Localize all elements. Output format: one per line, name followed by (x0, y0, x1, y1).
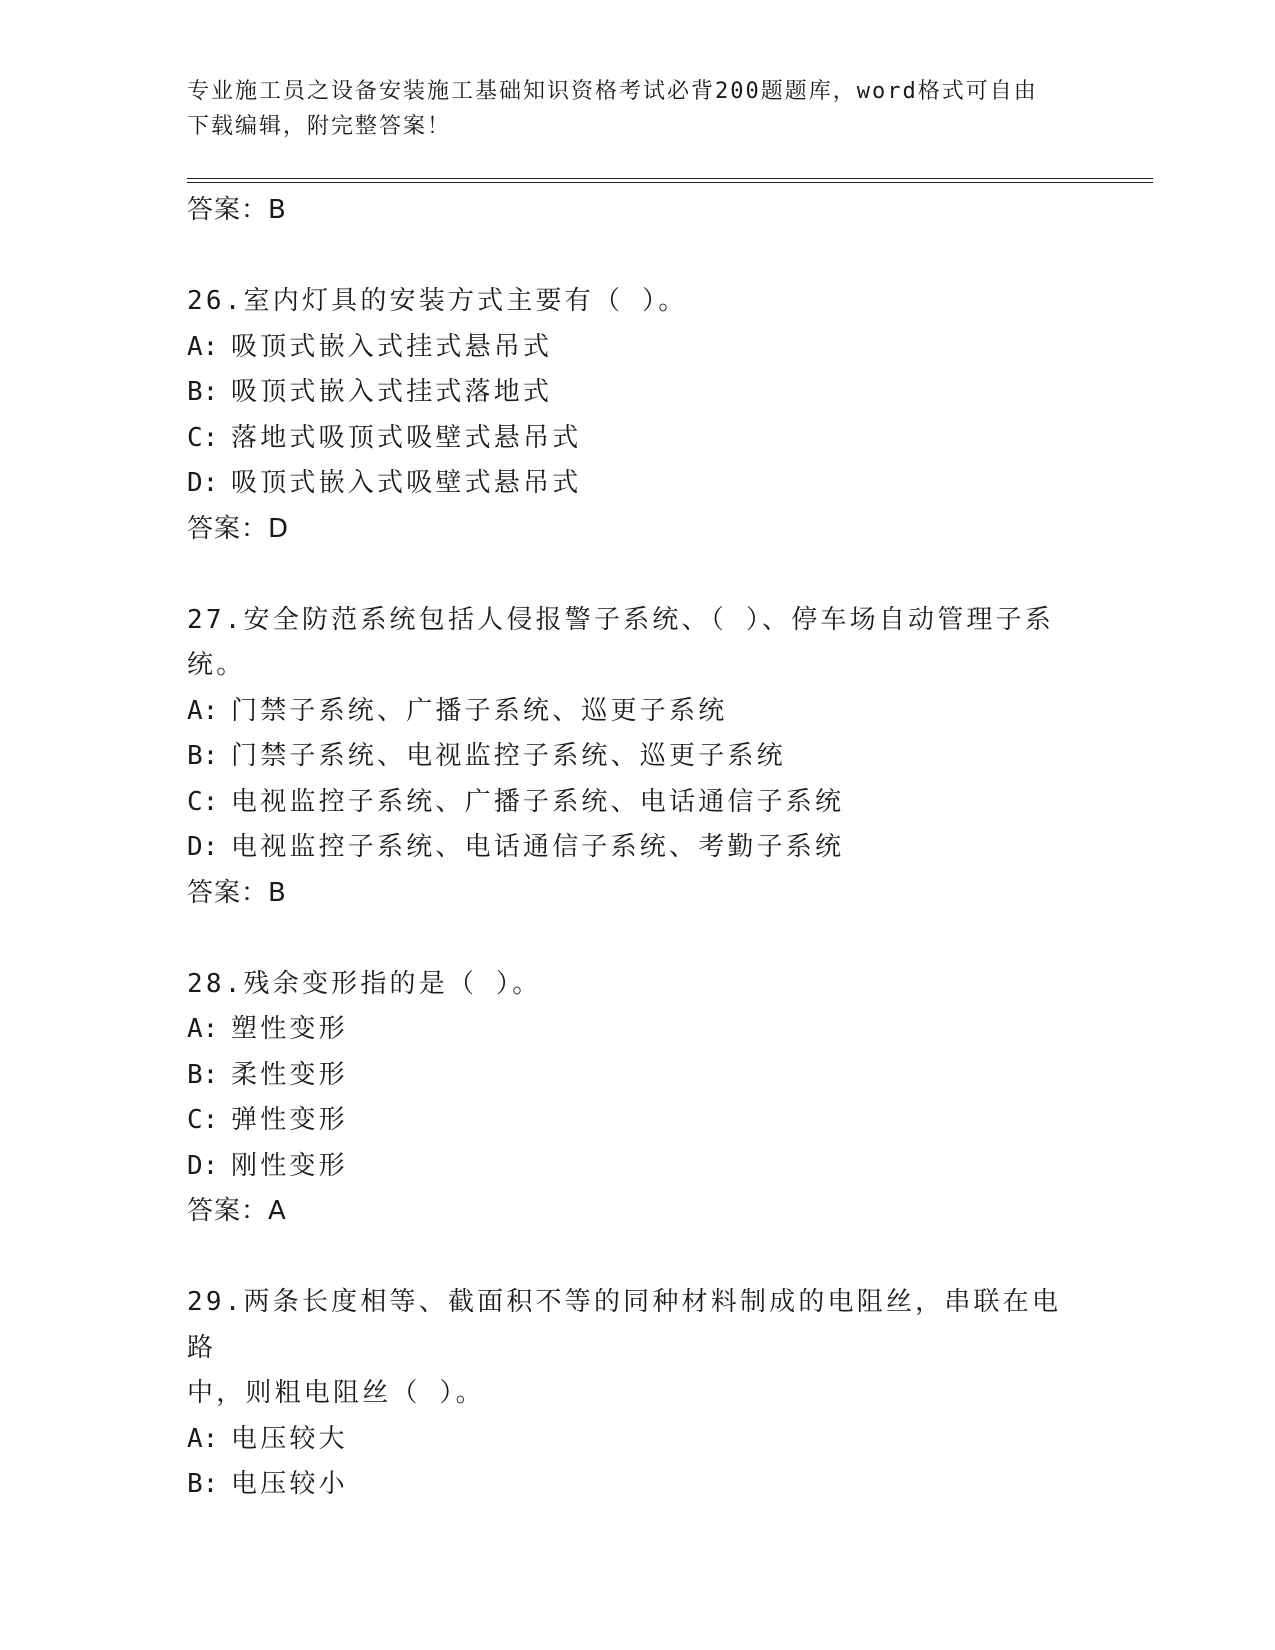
header-line-2: 下载编辑，附完整答案！ (187, 114, 452, 139)
option-text: 塑性变形 (231, 1014, 348, 1044)
option-letter: B: (187, 1059, 219, 1090)
option-text: 门禁子系统、电视监控子系统、巡更子系统 (231, 741, 786, 771)
header-line-1: 专业施工员之设备安装施工基础知识资格考试必背200题题库，word格式可自由 (187, 79, 1038, 104)
option-letter: A: (187, 1423, 219, 1454)
option-text: 吸顶式嵌入式吸壁式悬吊式 (231, 468, 582, 498)
option-text: 吸顶式嵌入式挂式悬吊式 (231, 331, 553, 362)
option-d (187, 825, 1087, 871)
option-letter: C: (187, 786, 219, 817)
option-c (187, 416, 1087, 462)
option-c (187, 1098, 1087, 1144)
option-letter: B: (187, 741, 219, 771)
spacer (187, 552, 1087, 598)
option-a (187, 1417, 1087, 1463)
answer-line: 答案：B (187, 877, 287, 908)
option-text: 门禁子系统、广播子系统、巡更子系统 (231, 695, 728, 726)
option-text: 刚性变形 (231, 1150, 348, 1181)
question-28 (187, 962, 1087, 1235)
option-b (187, 734, 1087, 780)
option-b (187, 370, 1087, 416)
spacer (187, 916, 1087, 962)
question-text: 26.室内灯具的安装方式主要有（ ）。 (187, 286, 688, 316)
option-letter: A: (187, 695, 219, 726)
option-b (187, 1462, 1087, 1508)
option-d (187, 461, 1087, 507)
question-text: 28.残余变形指的是（ ）。 (187, 968, 542, 999)
answer-line: 答案：A (187, 1196, 287, 1226)
spacer (187, 233, 1087, 279)
option-a (187, 1007, 1087, 1053)
option-letter: C: (187, 422, 219, 453)
option-text: 吸顶式嵌入式挂式落地式 (231, 377, 553, 407)
option-text: 电视监控子系统、广播子系统、电话通信子系统 (231, 786, 845, 817)
option-letter: C: (187, 1105, 219, 1135)
option-letter: D: (187, 1150, 219, 1181)
question-29 (187, 1280, 1087, 1508)
spacer (187, 1234, 1087, 1280)
page-header (187, 74, 1067, 144)
header-divider (187, 178, 1153, 183)
option-letter: B: (187, 1469, 219, 1499)
question-27 (187, 598, 1087, 916)
question-text-continued: 统。 (187, 650, 246, 680)
option-text: 弹性变形 (231, 1105, 348, 1135)
option-text: 电压较小 (231, 1469, 348, 1499)
option-letter: A: (187, 331, 219, 362)
option-text: 柔性变形 (231, 1059, 348, 1090)
option-d (187, 1144, 1087, 1190)
document-body (187, 188, 1087, 1508)
option-text: 落地式吸顶式吸壁式悬吊式 (231, 422, 582, 453)
option-letter: B: (187, 377, 219, 407)
option-letter: A: (187, 1014, 219, 1044)
question-text-continued: 中，则粗电阻丝（ ）。 (187, 1378, 485, 1408)
option-b (187, 1053, 1087, 1099)
answer-line: 答案：D (187, 513, 290, 544)
option-letter: D: (187, 468, 219, 498)
option-a (187, 325, 1087, 371)
option-letter: D: (187, 832, 219, 862)
option-text: 电压较大 (231, 1423, 348, 1454)
option-a (187, 689, 1087, 735)
answer-line: 答案：B (187, 195, 287, 225)
question-text: 29.两条长度相等、截面积不等的同种材料制成的电阻丝，串联在电路 (187, 1287, 1062, 1363)
question-text: 27.安全防范系统包括人侵报警子系统、（ ）、停车场自动管理子系 (187, 604, 1055, 635)
question-26 (187, 279, 1087, 552)
option-c (187, 780, 1087, 826)
option-text: 电视监控子系统、电话通信子系统、考勤子系统 (231, 832, 845, 862)
